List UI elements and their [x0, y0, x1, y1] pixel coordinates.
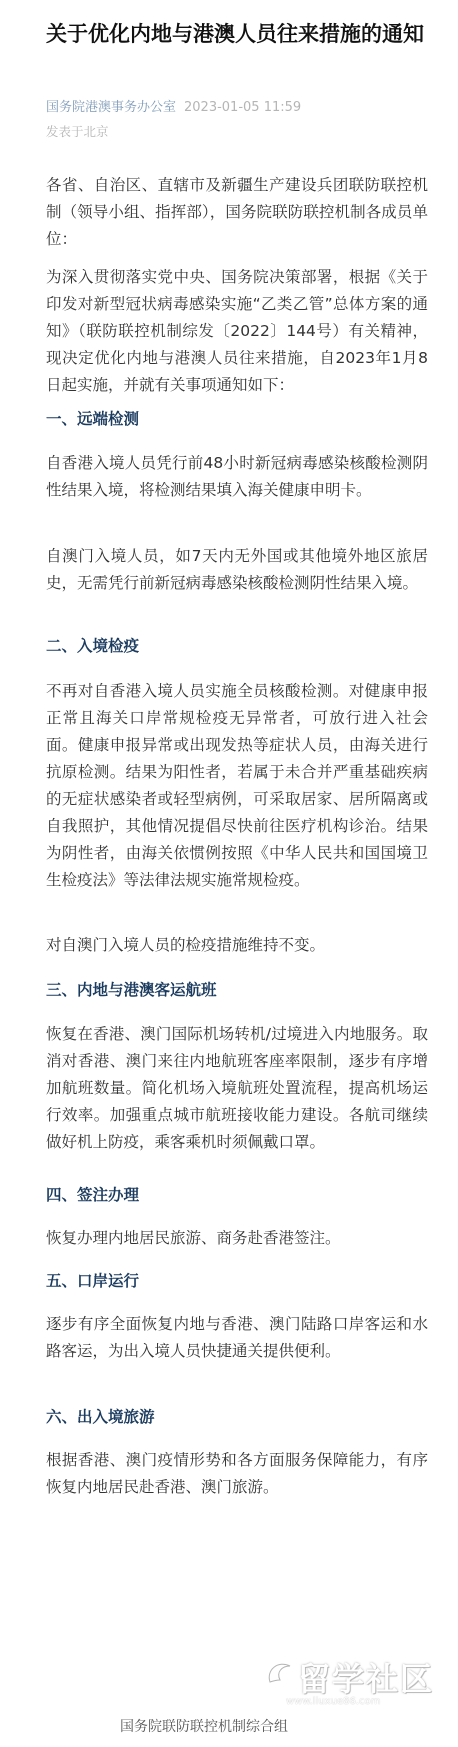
section-heading-flights: 三、内地与港澳客运航班: [46, 981, 217, 999]
section-heading-remote-testing: 一、远端检测: [46, 410, 140, 428]
source-link[interactable]: 国务院港澳事务办公室: [46, 100, 177, 115]
publish-datetime: 2023-01-05 11:59: [184, 100, 302, 115]
footer-signature: 国务院联防联控机制综合组: [120, 1719, 288, 1735]
article-title: 关于优化内地与港澳人员往来措施的通知: [46, 22, 424, 46]
salutation-paragraph: 各省、自治区、直辖市及新疆生产建设兵团联防联控机制（领导小组、指挥部），国务院联防联控机制各成员单位：: [46, 176, 428, 248]
publish-location: 发表于北京: [46, 124, 109, 139]
section-paragraph: 恢复在香港、澳门国际机场转机/过境进入内地服务。取消对香港、澳门来往内地航班客座率限制，逐步有序增加航班数量。简化机场入境航班处置流程，提高机场运行效率。加强重点城市航班接收能力建设。各航司继续做好机上防疫，乘客乘机时须佩戴口罩。: [46, 1025, 428, 1151]
section-paragraph: 逐步有序全面恢复内地与香港、澳门陆路口岸客运和水路客运，为出入境人员快捷通关提供便利。: [46, 1315, 428, 1360]
article-meta: [46, 96, 301, 115]
watermark-logo: [264, 1654, 440, 1718]
section-heading-visa: 四、签注办理: [46, 1186, 140, 1204]
section-heading-entry-quarantine: 二、入境检疫: [46, 637, 140, 655]
section-heading-ports: 五、口岸运行: [46, 1272, 140, 1290]
watermark-text: 留学社区: [298, 1660, 435, 1698]
watermark-url: www.liuxue86.com: [286, 1696, 381, 1707]
swirl-icon: [264, 1658, 298, 1692]
section-paragraph: 不再对自香港入境人员实施全员核酸检测。对健康申报正常且海关口岸常规检疫无异常者，可放行进入社会面。健康申报异常或出现发热等症状人员，由海关进行抗原检测。结果为阳性者，若属于未合并严重基础疾病的无症状感染者或轻型病例，可采取居家、居所隔离或自我照护，其他情况提倡尽快前往医疗机构诊治。结果为阴性者，由海关依惯例按照《中华人民共和国国境卫生检疫法》等法律法规实施常规检疫。: [46, 682, 428, 889]
section-paragraph: 根据香港、澳门疫情形势和各方面服务保障能力，有序恢复内地居民赴香港、澳门旅游。: [46, 1451, 428, 1496]
section-paragraph: 恢复办理内地居民旅游、商务赴香港签注。: [46, 1229, 341, 1247]
section-paragraph: 自澳门入境人员，如7天内无外国或其他境外地区旅居史，无需凭行前新冠病毒感染核酸检测阴性结果入境。: [46, 547, 428, 592]
intro-paragraph: 为深入贯彻落实党中央、国务院决策部署，根据《关于印发对新型冠状病毒感染实施“乙类乙管”总体方案的通知》（联防联控机制综发〔2022〕144号）有关精神，现决定优化内地与港澳人员往来措施，自2023年1月8日起实施，并就有关事项通知如下：: [46, 268, 428, 394]
section-paragraph: 自香港入境人员凭行前48小时新冠病毒感染核酸检测阴性结果入境，将检测结果填入海关健康申明卡。: [46, 454, 428, 499]
section-heading-tourism: 六、出入境旅游: [46, 1408, 155, 1426]
section-paragraph: 对自澳门入境人员的检疫措施维持不变。: [46, 936, 326, 954]
